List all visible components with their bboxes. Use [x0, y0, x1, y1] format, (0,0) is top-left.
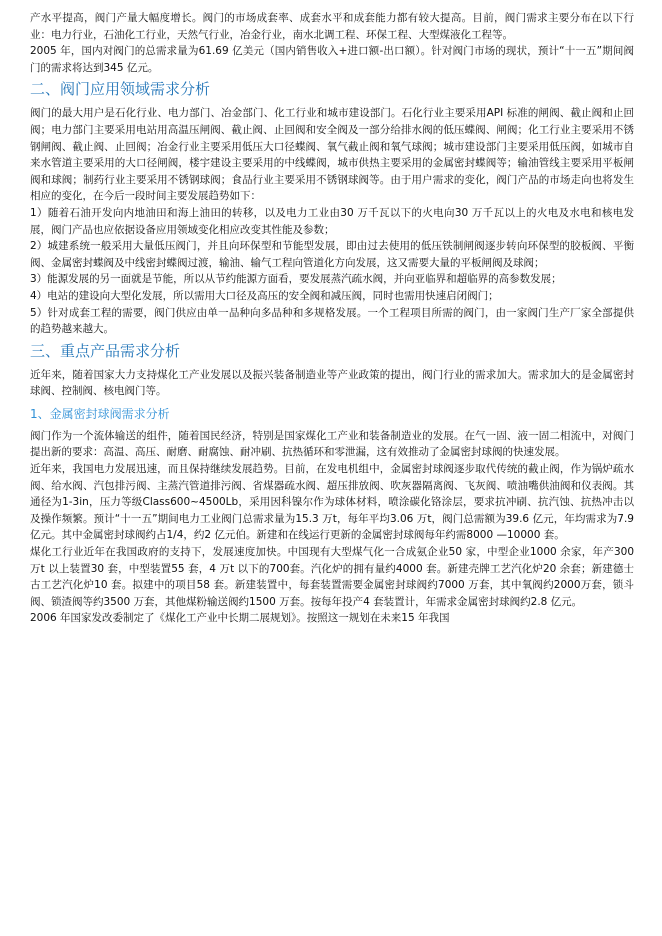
document-page [30, 10, 634, 627]
subsection-1-paragraph-4: 2006 年国家发改委制定了《煤化工产业中长期二展规划》。按照这一规划在未来15 年我国 [30, 612, 450, 625]
section-3-heading: 三、重点产品需求分析 [30, 341, 181, 360]
trend-item-5: 5）针对成套工程的需要，阀门供应由单一品种向多品种和多规格发展。一个工程项目所需的阀门，由一家阀门生产厂家全部提供的趋势越来越大。 [30, 306, 634, 336]
subsection-1-paragraph-3: 煤化工行业近年在我国政府的支持下，发展速度加快。中国现有大型煤气化一合成氨企业50 家，中型企业1000 余家，年产300 万t 以上装置30 套，中型装置55 套，4 万t 以下的700套。汽化炉的拥有量约4000 套。新建壳牌工艺汽化炉20 余套；新建德士古工艺汽化炉10 套。拟建中的项目58 套。新建装置中，每套装置需要金属密封球阀约7000 万套，其中氧阀约2000万套，锁斗阀、锁渣阀等约3500 万套，其他煤粉输送阀约1500 万套。按每年投产4 套装置计，年需求金属密封球阀约2.8 亿元。 [30, 546, 634, 608]
section-2-paragraph-1: 阀门的最大用户是石化行业、电力部门、冶金部门、化工行业和城市建设部门。石化行业主要采用API 标准的闸阀、截止阀和止回阀；电力部门主要采用电站用高温压闸阀、截止阀、止回阀和安全阀及一部分给排水阀的低压蝶阀、闸阀；化工行业主要采用不锈钢闸阀、截止阀、止回阀；冶金行业主要采用低压大口径蝶阀、氧气截止阀和氧气球阀；城市建设部门主要采用低压阀，如城市自来水管道主要采用的大口径闸阀，楼宇建设主要采用的中线蝶阀，城市供热主要采用的金属密封蝶阀等；输油管线主要采用平板闸阀和球阀；制药行业主要采用不锈钢球阀；食品行业主要采用不锈钢球阀等。由于用户需求的变化，阀门产品的市场走向也将发生相应的变化，在今后一段时间主要发展趋势如下： [30, 107, 634, 203]
section-3-paragraph-1: 近年来，随着国家大力支持煤化工产业发展以及振兴装备制造业等产业政策的提出，阀门行业的需求加大。需求加大的是金属密封球阀、控制阀、核电阀门等。 [30, 368, 634, 398]
trend-item-3: 3）能源发展的另一面就是节能，所以从节约能源方面看，要发展蒸汽疏水阀，并向亚临界和超临界的高参数发展； [30, 273, 562, 286]
subsection-1-paragraph-2: 近年来，我国电力发展迅速，而且保持继续发展趋势。目前，在发电机组中，金属密封球阀逐步取代传统的截止阀，作为锅炉疏水阀、给水阀、汽包排污阀、主蒸汽管道排污阀、省煤器疏水阀、超压排放阀、吹灰器隔离阀、飞灰阀、喷油嘴供油阀和仪表阀。其通径为1-3in，压力等级Class600~4500Lb，采用因科镍尔作为球体材料，喷涂碳化铬涂层，要求抗冲刷、抗汽蚀、抗热冲击以及操作频繁。预计“十一五”期间电力工业阀门总需求量为15.3 万t，每年平均3.06 万t，阀门总需额为39.6 亿元，年均需求为7.9 亿元。其中金属密封球阀约占1/4，约2 亿元伯。新建和在线运行更新的金属密封球阀每年约需8000 —10000 套。 [30, 463, 634, 542]
trend-item-4: 4）电站的建设向大型化发展，所以需用大口径及高压的安全阀和减压阀，同时也需用快速启闭阀门； [30, 289, 499, 302]
trend-item-2: 2）城建系统一般采用大量低压阀门，并且向环保型和节能型发展，即由过去使用的低压铁制闸阀逐步转向环保型的胶板阀、平衡阀、金属密封蝶阀及中线密封蝶阀过渡，输油、输气工程向管道化方向发展，这又需要大量的平板闸阀及球阀； [30, 240, 634, 269]
subsection-1-heading: 1、金属密封球阀需求分析 [30, 406, 170, 421]
subsection-1-paragraph-1: 阀门作为一个流体输送的组件，随着国民经济，特别是国家煤化工产业和装备制造业的发展。在气一固、液一固二相流中，对阀门提出新的要求：高温、高压、耐磨、耐腐蚀、耐冲刷、抗热循环和零泄漏，这有效推动了金属密封球阀的快速发展。 [30, 429, 634, 459]
section-2-heading: 二、阀门应用领域需求分析 [30, 80, 211, 99]
intro-paragraph-1: 产水平提高，阀门产量大幅度增长。阀门的市场成套率、成套水平和成套能力都有较大提高。目前，阀门需求主要分布在以下行业：电力行业，石油化工行业，天然气行业，冶金行业，南水北调工程、环保工程、大型煤液化工程等。 [30, 12, 634, 41]
intro-paragraph-2: 2005 年，国内对阀门的总需求量为61.69 亿美元（国内销售收入+进口额-出口额）。针对阀门市场的现状，预计“十一五”期间阀门的需求将达到345 亿元。 [30, 45, 634, 74]
trend-item-1: 1）随着石油开发向内地油田和海上油田的转移，以及电力工业由30 万千瓦以下的火电向30 万千瓦以上的火电及水电和核电发展，阀门产品也应依据设备应用领域变化相应改变其性能及参数； [30, 206, 634, 236]
